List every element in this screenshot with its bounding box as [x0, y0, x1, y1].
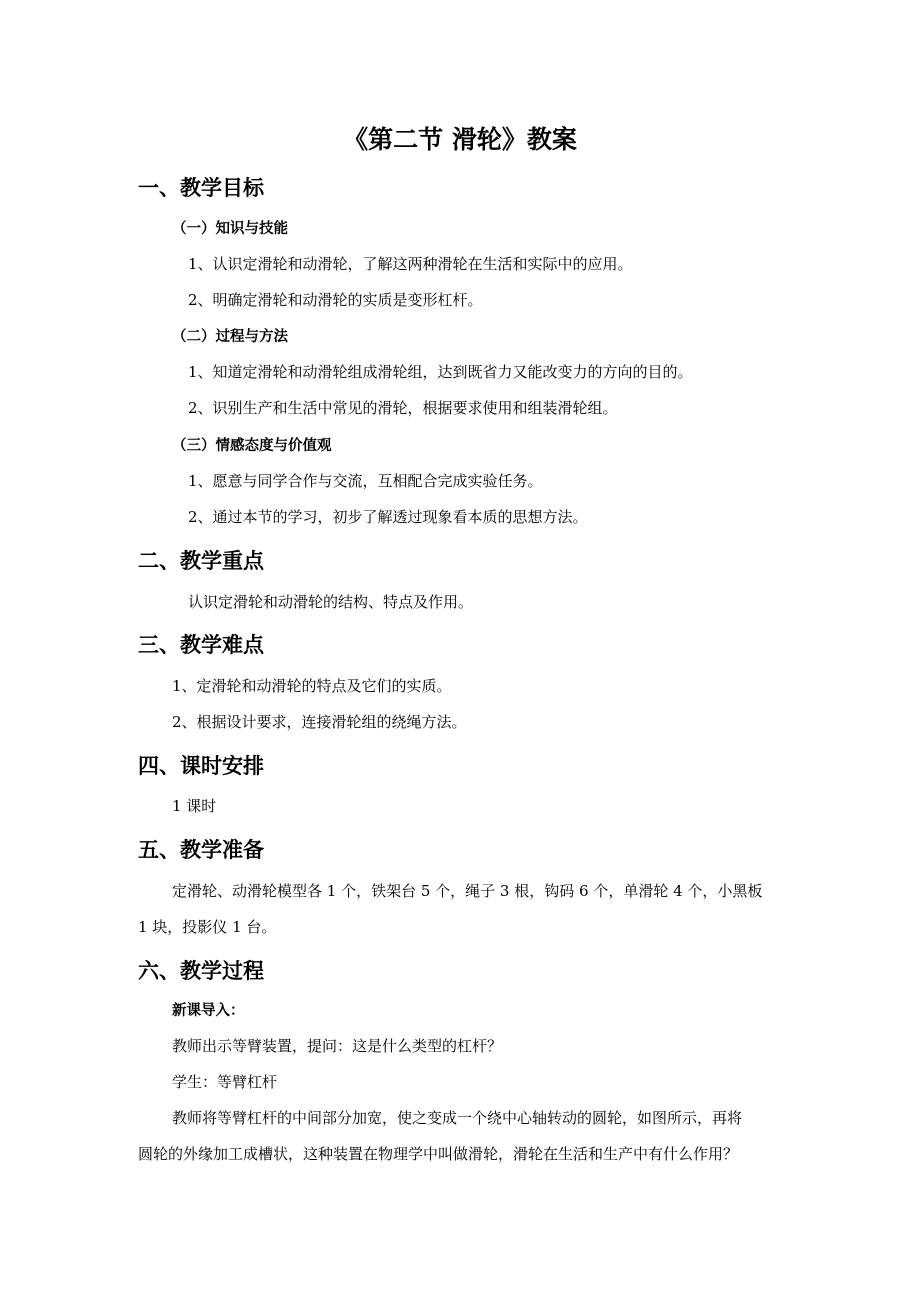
- section-heading-objectives: 一、教学目标: [138, 176, 264, 200]
- paragraph-line: 教师出示等臂装置，提问：这是什么类型的杠杆？: [172, 1037, 503, 1055]
- section-heading-key-points: 二、教学重点: [138, 549, 264, 573]
- section-heading-schedule: 四、课时安排: [138, 754, 264, 778]
- list-item: 2、识别生产和生活中常见的滑轮，根据要求使用和组装滑轮组。: [188, 399, 618, 417]
- paragraph-line: 定滑轮、动滑轮模型各 1 个，铁架台 5 个，绳子 3 根，钩码 6 个，单滑轮 4 个，小黑板: [172, 882, 763, 900]
- paragraph-line: 1 块，投影仪 1 台。: [138, 918, 277, 936]
- section-heading-process: 六、教学过程: [138, 959, 264, 983]
- subsection-heading-intro: 新课导入：: [172, 1003, 245, 1019]
- subsection-heading-process: （二）过程与方法: [172, 329, 288, 345]
- page-title: 《第二节 滑轮》教案: [343, 125, 577, 154]
- list-item: 1、愿意与同学合作与交流，互相配合完成实验任务。: [188, 472, 543, 490]
- paragraph-line: 教师将等臂杠杆的中间部分加宽，使之变成一个绕中心轴转动的圆轮，如图所示，再将: [172, 1109, 743, 1127]
- subsection-heading-knowledge: （一）知识与技能: [172, 221, 288, 237]
- list-item: 1、定滑轮和动滑轮的特点及它们的实质。: [172, 677, 452, 695]
- list-item: 2、根据设计要求，连接滑轮组的绕绳方法。: [172, 713, 467, 731]
- paragraph: 1 课时: [172, 797, 217, 815]
- list-item: 2、明确定滑轮和动滑轮的实质是变形杠杆。: [188, 291, 483, 309]
- section-heading-difficulties: 三、教学难点: [138, 633, 264, 657]
- section-heading-preparation: 五、教学准备: [138, 838, 264, 862]
- paragraph-line: 圆轮的外缘加工成槽状，这种装置在物理学中叫做滑轮，滑轮在生活和生产中有什么作用？: [138, 1145, 739, 1163]
- list-item: 1、认识定滑轮和动滑轮，了解这两种滑轮在生活和实际中的应用。: [188, 255, 633, 273]
- list-item: 2、通过本节的学习，初步了解透过现象看本质的思想方法。: [188, 508, 588, 526]
- paragraph: 认识定滑轮和动滑轮的结构、特点及作用。: [188, 593, 474, 611]
- paragraph-line: 学生：等臂杠杆: [172, 1073, 278, 1091]
- list-item: 1、知道定滑轮和动滑轮组成滑轮组，达到既省力又能改变力的方向的目的。: [188, 363, 693, 381]
- subsection-heading-attitude: （三）情感态度与价值观: [172, 438, 332, 454]
